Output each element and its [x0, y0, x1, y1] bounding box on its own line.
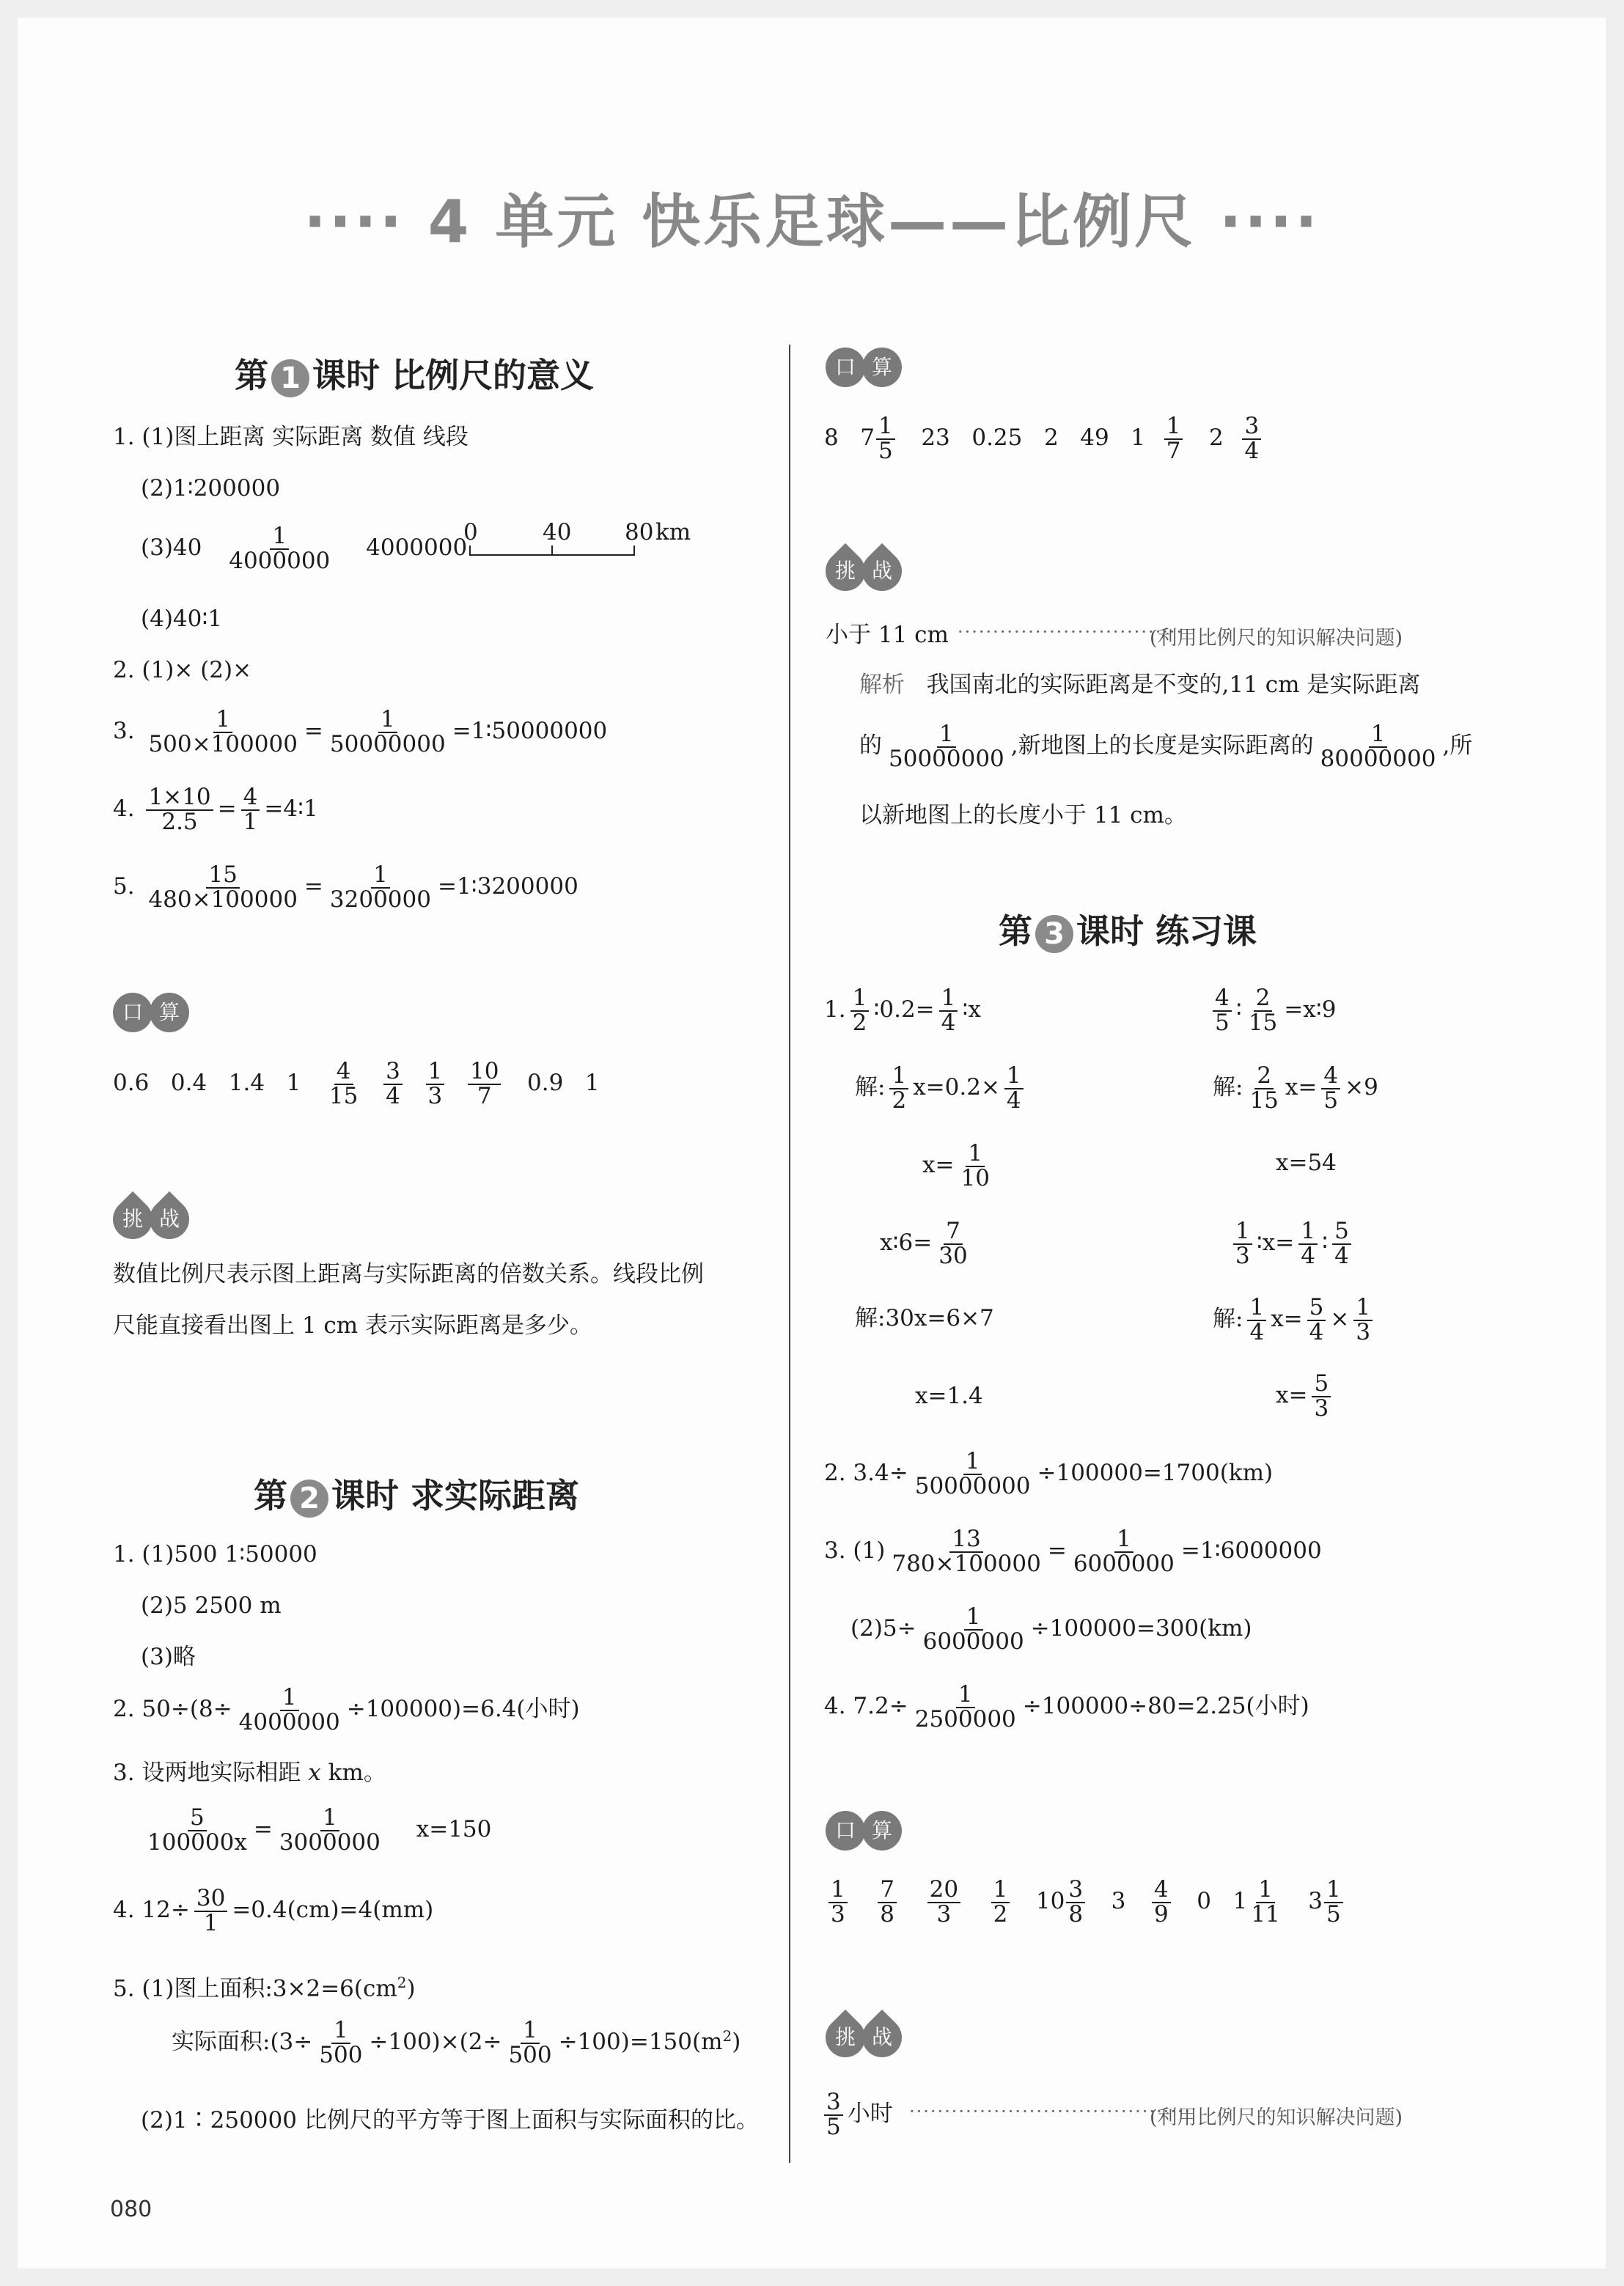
l3-s2b: 解: $\frac{1}{4}$ x= $\frac{5}{4}$ × $\frac{1}{3}$ [1213, 1296, 1377, 1344]
l2-q5-line2: 实际面积:(3÷ $\frac{1}{500}$ ÷100)×(2÷ $\frac{1}{500}$ $\div 100)=150(m^2)$ [172, 2017, 741, 2068]
unit-title: ···· 4 单元 快乐足球——比例尺 ···· [304, 188, 1320, 256]
l3-q1b: $\frac{4}{5}$ ∶ $\frac{2}{15}$ =x∶9 [1208, 987, 1337, 1034]
l2-q1-3: (3)略 [141, 1644, 196, 1670]
l2-q3-line2: $\frac{5}{100000x}$ = $\frac{1}{3000000}$ x=150 [147, 1804, 492, 1856]
l3-q3-1: 3. (1) $\frac{13}{780\times 100000}$ = $\frac{1}{6000000}$ =1∶6000000 [824, 1526, 1322, 1577]
l3-s1a: 解: $\frac{1}{2}$ x=0.2× $\frac{1}{4}$ [855, 1065, 1028, 1112]
l1-q3: 3. $\frac{1}{500\times 100000}$ = $\frac{1}{50000000}$ =1∶50000000 [113, 706, 608, 757]
l3-q4: 4. 7.2÷ $\frac{1}{2500000}$ ÷100000÷80=2.25(小时) [824, 1681, 1309, 1732]
challenge-badge: 挑 战 [826, 2018, 899, 2057]
l1-challenge-line2: 尺能直接看出图上 1 cm 表示实际距离是多少。 [113, 1312, 593, 1339]
lesson-number-badge: 1 [271, 359, 309, 397]
page-number: 080 [110, 2197, 153, 2222]
challenge-badge: 挑 战 [826, 551, 899, 591]
lesson-number-badge: 2 [290, 1480, 328, 1518]
lesson-1-title: 第 1 课时 比例尺的意义 [235, 353, 594, 397]
l3-challenge-answer: $\frac{3}{5}$ 小时 [824, 2091, 893, 2139]
r-oral-answers: 8 7 $\frac{1}{5}$ 23 0.25 2 49 1 $\frac{1}{7}$ 2 $\frac{3}{4}$ [824, 415, 1265, 463]
l2-q1-1: 1. (1)500 1∶50000 [113, 1541, 317, 1568]
l3-q2: 2. 3.4÷ $\frac{1}{50000000}$ ÷100000=1700(km) [824, 1448, 1274, 1499]
l3-challenge-note: (利用比例尺的知识解决问题) [1150, 2106, 1403, 2129]
leader-dots: ········································ [909, 2101, 1192, 2122]
l3-q1c: x∶6= $\frac{7}{30}$ [880, 1218, 968, 1269]
oral-calc-badge: 口 算 [826, 348, 899, 387]
r-explanation-line3: 以新地图上的长度小于 11 cm。 [859, 802, 1187, 828]
r-challenge-note: (利用比例尺的知识解决问题) [1150, 627, 1403, 650]
lesson-2-title: 第 2 课时 求实际距离 [254, 1474, 579, 1518]
r-challenge-answer: 小于 11 cm [826, 622, 949, 648]
oral-calc-badge: 口 算 [113, 993, 186, 1032]
r-explanation-line2: 的 $\frac{1}{50000000}$ ,新地图上的长度是实际距离的 $\frac{1}{80000000}$ ,所 [859, 721, 1473, 772]
l2-q2: 2. 50÷(8÷ $\frac{1}{4000000}$ ÷100000)=6.4(小时) [113, 1684, 580, 1735]
l3-r1b: x=54 [1276, 1150, 1337, 1176]
l1-q5: 5. $\frac{15}{480\times 100000}$ = $\frac{1}{3200000}$ =1∶3200000 [113, 861, 578, 913]
l3-oral-answers: $\frac{1}{3}$ $\frac{7}{8}$ $\frac{20}{3}$ $\frac{1}{2}$ 10 $\frac{3}{8}$ 3 $\frac{4}{9}$ 0 1 $\frac{1}{11}$ 3 $\frac{1}{5}$ [824, 1878, 1348, 1926]
l3-r1a: x= $\frac{1}{10}$ [922, 1140, 990, 1191]
l1-q1-3: (3)40 $\frac{1}{4000000}$ 4000000 [141, 523, 468, 574]
line-scale: 0 40 80 km [463, 518, 654, 569]
l3-r2b: x= $\frac{5}{3}$ [1276, 1372, 1335, 1420]
l1-challenge-line1: 数值比例尺表示图上距离与实际距离的倍数关系。线段比例 [113, 1261, 704, 1287]
l1-oral-answers: 0.6 0.4 1.4 1 $\frac{4}{15}$ $\frac{3}{4}$ $\frac{1}{3}$ $\frac{10}{7}$ 0.9 1 [113, 1058, 600, 1109]
column-divider [789, 345, 790, 2163]
l3-s2a: 解:30x=6×7 [855, 1305, 994, 1331]
l1-q2: 2. (1)× (2)× [113, 657, 252, 683]
l3-q1a: 1. $\frac{1}{2}$ ∶0.2= $\frac{1}{4}$ ∶x [824, 985, 981, 1036]
l3-q3-2: (2)5÷ $\frac{1}{6000000}$ ÷100000=300(km) [850, 1603, 1252, 1655]
leader-dots: ································ [958, 622, 1184, 642]
challenge-badge: 挑 战 [113, 1199, 186, 1239]
lesson-3-title: 第 3 课时 练习课 [999, 909, 1257, 953]
lesson-number-badge: 3 [1035, 915, 1073, 953]
l2-q5-line3: (2)1∶250000 比例尺的平方等于图上面积与实际面积的比。 [141, 2107, 759, 2134]
l2-q5-line1: 5. (1)图上面积$:3\times 2=6(cm^2)$ [113, 1974, 416, 2002]
l1-q1-4: (4)40∶1 [141, 606, 223, 632]
l1-q1-2: (2)1∶200000 [141, 475, 281, 501]
l1-q1-1: 1. (1)图上距离 实际距离 数值 线段 [113, 424, 469, 450]
l3-q1d: $\frac{1}{3}$ ∶x= $\frac{1}{4}$ ∶ $\frac{5}{4}$ [1229, 1220, 1356, 1268]
l2-q4: 4. 12÷ $\frac{30}{1}$ =0.4(cm)=4(mm) [113, 1885, 434, 1936]
l2-q3-line1: 3. 设两地实际相距 x km。 [113, 1760, 386, 1786]
oral-calc-badge: 口 算 [826, 1811, 899, 1851]
l3-r2a: x=1.4 [915, 1383, 983, 1409]
l2-q1-2: (2)5 2500 m [141, 1592, 282, 1619]
l1-q4: 4. $\frac{1\times 10}{2.5}$ = $\frac{4}{1}$ =4∶1 [113, 784, 318, 835]
l3-s1b: 解: $\frac{2}{15}$ x= $\frac{4}{5}$ ×9 [1213, 1062, 1378, 1114]
r-explanation-line1: 解析 我国南北的实际距离是不变的,11 cm 是实际距离 [859, 672, 1421, 698]
